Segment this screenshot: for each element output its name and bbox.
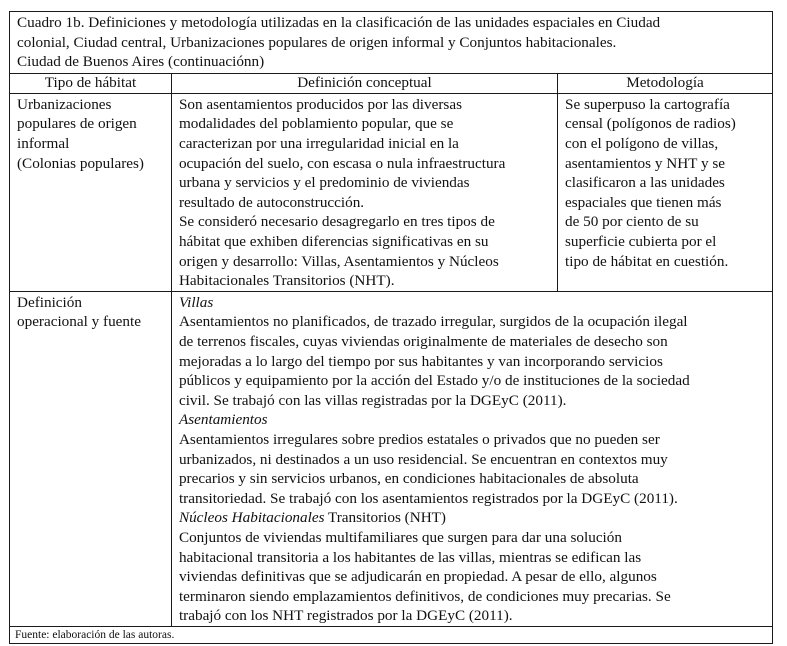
cell-line: civil. Se trabajó con las villas registradas por la DGEyC (2011). <box>178 391 567 409</box>
section-heading-normal: Transitorios (NHT) <box>324 509 446 527</box>
title-line: colonial, Ciudad central, Urbanizaciones populares de origen informal y Conjuntos habitacionales. <box>17 33 617 51</box>
section-villas <box>179 293 764 411</box>
cell-line: informal <box>17 134 70 152</box>
section-heading-italic: Núcleos Habitacionales <box>178 509 325 527</box>
section-heading <box>179 293 764 313</box>
habitat-definitions-table <box>9 11 773 644</box>
source-note: Fuente: elaboración de las autoras. <box>10 626 773 643</box>
cell-line: Conjuntos de viviendas multifamiliares que surgen para dar una solución <box>178 528 622 546</box>
cell-line: precarios y sin servicios urbanos, en condiciones habitacionales de absoluta <box>178 470 639 488</box>
table-title <box>10 12 773 74</box>
cell-line: clasificaron a las unidades <box>565 174 725 192</box>
header-tipo-habitat: Tipo de hábitat <box>10 73 172 93</box>
cell-definicion-operacional <box>171 291 772 626</box>
cell-line: urbana y servicios y el predominio de viviendas <box>178 174 470 192</box>
cell-line: Se superpuso la cartografía <box>565 95 730 113</box>
cell-line: superficie cubierta por el <box>565 232 717 250</box>
cell-line: viviendas definitivas que se adjudicarán en propiedad. A pesar de ello, algunos <box>178 568 657 586</box>
cell-line: habitacional transitoria a los habitantes de las villas, mientras se edifican las <box>178 548 642 566</box>
cell-line: Urbanizaciones <box>17 95 112 113</box>
cell-line: Definición <box>17 293 82 311</box>
header-metodologia: Metodología <box>558 73 773 93</box>
cell-line: modalidades del poblamiento popular, que se <box>178 115 454 133</box>
cell-line: ocupación del suelo, con escasa o nula infraestructura <box>178 154 506 172</box>
cell-line: mejoradas a lo largo del tiempo por sus habitantes y van incorporando servicios <box>178 352 663 370</box>
cell-line: resultado de autoconstrucción. <box>178 193 365 211</box>
table-title-row <box>10 12 773 74</box>
table-footer-row <box>10 626 773 643</box>
cell-line: (Colonias populares) <box>17 154 144 172</box>
cell-line: trabajó con los NHT registrados por la DGEyC (2011). <box>178 607 513 625</box>
cell-line: de 50 por ciento de su <box>565 213 699 231</box>
title-line: Cuadro 1b. Definiciones y metodología utilizadas en la clasificación de las unidades espaciales en Ciudad <box>17 14 661 31</box>
cell-tipo-habitat <box>10 93 172 291</box>
header-row <box>10 73 773 93</box>
section-heading <box>179 410 764 430</box>
cell-line: con el polígono de villas, <box>565 134 719 152</box>
cell-line: Asentamientos irregulares sobre predios estatales o privados que no pueden ser <box>178 430 660 448</box>
table-row-urbanizaciones <box>10 93 773 291</box>
cell-line: tipo de hábitat en cuestión. <box>565 252 729 270</box>
cell-line: caracterizan por una irregularidad inicial en la <box>178 134 459 152</box>
title-line: Ciudad de Buenos Aires (continuaciónn) <box>17 53 265 71</box>
cell-line: operacional y fuente <box>17 313 141 331</box>
cell-line: terminaron siendo emplazamientos definitivos, de condiciones muy precarias. Se <box>178 587 671 605</box>
cell-line: de terrenos fiscales, cuyas viviendas originalmente de materiales de desecho son <box>178 332 668 350</box>
cell-line: Asentamientos no planificados, de trazado irregular, surgidos de la ocupación ilegal <box>178 313 688 331</box>
cell-line: Se consideró necesario desagregarlo en tres tipos de <box>178 213 495 231</box>
cell-tipo-habitat <box>10 291 172 626</box>
section-heading-italic: Villas <box>178 293 214 311</box>
cell-line: Habitacionales Transitorios (NHT). <box>178 272 395 290</box>
section-asentamientos <box>179 410 764 508</box>
cell-line: asentamientos y NHT y se <box>565 154 726 172</box>
section-heading-italic: Asentamientos <box>178 411 268 429</box>
cell-line: Son asentamientos producidos por las diversas <box>178 95 462 113</box>
cell-line: transitoriedad. Se trabajó con los asentamientos registrados por la DGEyC (2011). <box>178 489 678 507</box>
cell-line: urbanizados, ni destinados a un uso residencial. Se encuentran en contextos muy <box>178 450 668 468</box>
cell-definicion-conceptual <box>171 93 557 291</box>
cell-line: populares de origen <box>17 115 137 133</box>
cell-line: origen y desarrollo: Villas, Asentamientos y Núcleos <box>178 252 499 270</box>
section-nht <box>179 508 764 626</box>
section-heading <box>179 508 764 528</box>
cell-line: espaciales que tienen más <box>565 193 722 211</box>
cell-line: hábitat que exhiben diferencias significativas en su <box>178 232 489 250</box>
cell-line: públicos y equipamiento por la acción del Estado y/o de instituciones de la sociedad <box>178 372 690 390</box>
cell-metodologia <box>558 93 773 291</box>
header-definicion-conceptual: Definición conceptual <box>171 73 557 93</box>
cell-line: censal (polígonos de radios) <box>565 115 736 133</box>
table-row-definicion-operacional <box>10 291 773 626</box>
